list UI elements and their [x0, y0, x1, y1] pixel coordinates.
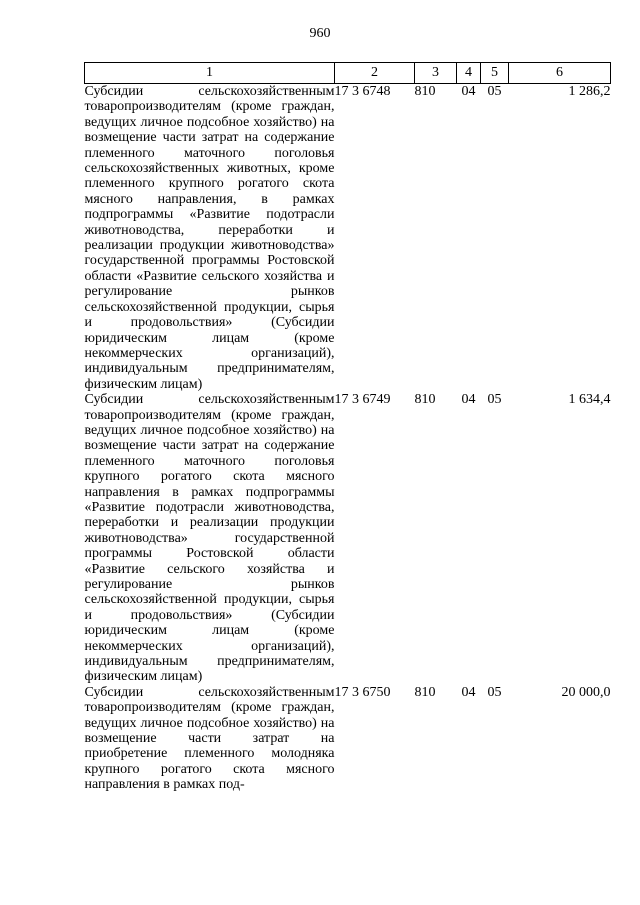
row-code: 17 3 6750 — [334, 684, 391, 700]
table-header-row — [85, 63, 611, 84]
row-code: 17 3 6749 — [334, 392, 391, 408]
row-col5: 05 — [487, 84, 502, 99]
row-description: Субсидии сельскохозяйственным товаропроизводителям (кроме граждан, ведущих личное подсобное хозяйство) на возмещение части затрат на содержание племенного маточного поголовья крупного рогатого скота мясного направления в рамках подпрограммы «Развитие подотрасли животноводства, переработки и реализации продукции животноводства» государственной программы Ростовской области «Развитие сельского хозяйства и регулирование рынков сельскохозяйственной продукции, сырья и продовольствия» (Субсидии юридическим лицам (кроме некоммерческих организаций), индивидуальным предпринимателям, физическим лицам) — [84, 392, 335, 685]
row-code: 17 3 6748 — [334, 84, 391, 99]
header-col-2: 2 — [335, 63, 415, 84]
table-row — [85, 685, 611, 793]
row-amount: 1 286,2 — [568, 84, 611, 99]
header-col-3: 3 — [415, 63, 457, 84]
row-amount: 1 634,4 — [568, 392, 611, 408]
row-amount: 20 000,0 — [561, 684, 611, 700]
row-col3: 810 — [414, 684, 436, 700]
row-description: Субсидии сельскохозяйственным товаропроизводителям (кроме граждан, ведущих личное подсобное хозяйство) на возмещение части затрат на содержание племенного маточного поголовья сельскохозяйственных животных, кроме племенного крупного рогатого скота мясного направления, в рамках подпрограммы «Развитие подотрасли животноводства, переработки и реализации продукции животноводства» государственной программы Ростовской области «Развитие сельского хозяйства и регулирование рынков сельскохозяйственной продукции, сырья и продовольствия» (Субсидии юридическим лицам (кроме некоммерческих организаций), индивидуальным предпринимателям, физическим лицам) — [84, 84, 335, 392]
row-col4: 04 — [461, 684, 476, 700]
budget-table — [84, 62, 611, 793]
table-row — [85, 392, 611, 685]
row-col4: 04 — [461, 84, 476, 99]
table-row — [85, 84, 611, 393]
row-col4: 04 — [461, 392, 476, 408]
header-col-1: 1 — [85, 63, 335, 84]
row-col3: 810 — [414, 392, 436, 408]
header-col-6: 6 — [509, 63, 611, 84]
header-col-4: 4 — [457, 63, 481, 84]
row-col5: 05 — [487, 392, 502, 408]
row-col3: 810 — [414, 84, 436, 99]
row-description: Субсидии сельскохозяйственным товаропроизводителям (кроме граждан, ведущих личное подсобное хозяйство) на возмещение части затрат на приобретение племенного молодняка крупного рогатого скота мясного направления в рамках под- — [84, 684, 335, 793]
header-col-5: 5 — [481, 63, 509, 84]
row-col5: 05 — [487, 684, 502, 700]
page-number: 960 — [309, 26, 331, 41]
